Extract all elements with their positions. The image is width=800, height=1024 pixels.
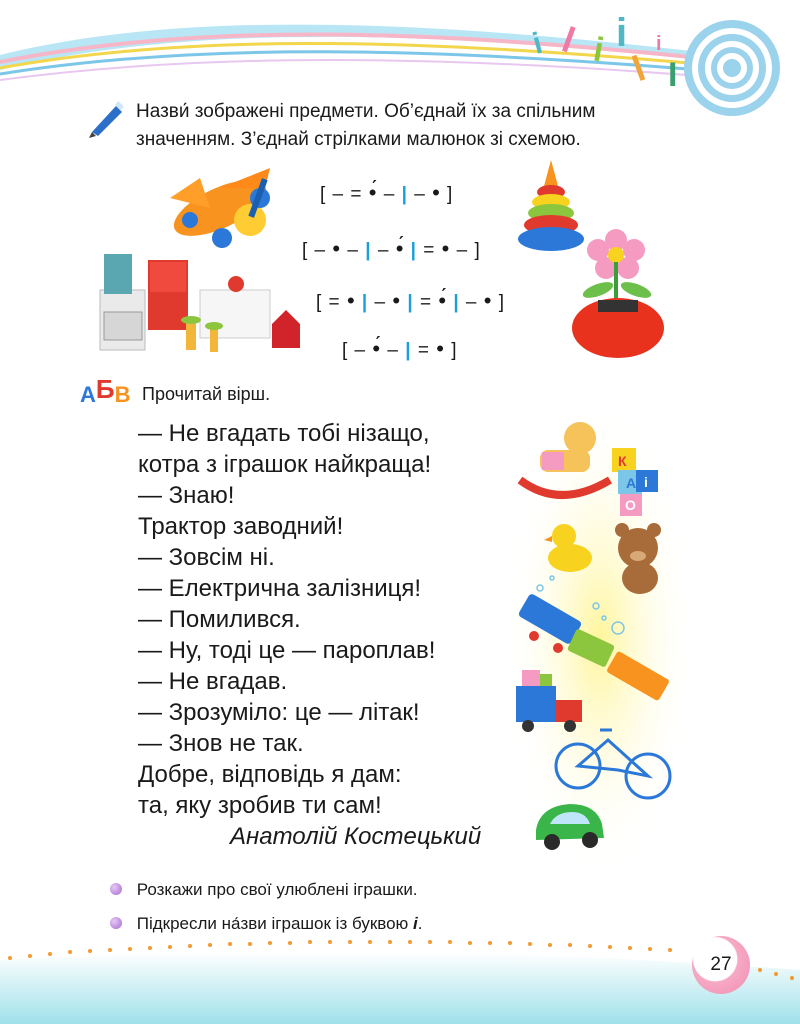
scheme-part: •́ [438, 288, 448, 313]
scheme-part: [ – [302, 240, 333, 261]
scheme-part: •́ [368, 180, 378, 205]
scheme-2 [302, 236, 481, 262]
abv-letter: Б [95, 374, 115, 404]
scheme-part: ] [492, 292, 506, 313]
scheme-1 [320, 180, 453, 206]
scheme-4 [342, 336, 457, 362]
task-line-1: Назви́ зображені предмети. Об’єднай їх за спільним [136, 101, 596, 122]
page-number-badge [692, 936, 750, 994]
poem-line: Трактор заводний! [138, 513, 344, 540]
scheme-part: – ] [450, 240, 481, 261]
poem [138, 418, 481, 852]
scheme-part: | [365, 240, 372, 261]
bullet-icon [110, 917, 122, 929]
scheme-part: – [341, 240, 366, 261]
poem-line: — Помилився. [138, 606, 301, 633]
scheme-part: – [368, 292, 393, 313]
scheme-part: | [407, 292, 414, 313]
svg-text:А: А [626, 475, 637, 491]
scheme-part: – [459, 292, 484, 313]
scheme-part: •́ [372, 336, 382, 361]
svg-text:і: і [644, 474, 648, 490]
scheme-part: • [483, 288, 493, 313]
scheme-part: | [405, 340, 412, 361]
scheme-part: • [346, 288, 356, 313]
scheme-part: ] [440, 184, 454, 205]
poem-line: — Електрична залізниця! [138, 575, 422, 602]
spiral-icon [684, 20, 780, 116]
abv-letter: А [80, 382, 96, 407]
poem-line: — Знаю! [138, 482, 235, 509]
poem-line: — Не вгадать тобі нізащо, [138, 420, 430, 447]
scheme-part: = [413, 292, 439, 313]
task-line-2: значенням. З’єднай стрілками малюнок зі схемою. [136, 129, 581, 150]
scheme-part: • [332, 236, 342, 261]
scheme-part: • [432, 180, 441, 205]
scheme-part: | [401, 184, 408, 205]
flower-pot-image [568, 228, 678, 360]
abv-letter: В [114, 382, 131, 407]
reading-abv-icon [80, 374, 131, 408]
scheme-part: [ – [342, 340, 373, 361]
page-number: 27 [710, 954, 732, 975]
scheme-part: ] [444, 340, 458, 361]
scheme-part: – [377, 184, 402, 205]
scheme-part: = [411, 340, 437, 361]
scheme-part: • [436, 336, 445, 361]
scheme-3 [316, 288, 505, 314]
scheme-part: = [417, 240, 442, 261]
scheme-part: •́ [395, 236, 405, 261]
toy-kitchen-image [90, 240, 310, 360]
question-1-text: Розкажи про свої улюблені іграшки. [136, 880, 418, 899]
question-1 [110, 880, 418, 900]
poem-line: — Зрозуміло: це — літак! [138, 699, 420, 726]
poem-line: котра з іграшок найкраща! [138, 451, 432, 478]
poem-line: та, яку зробив ти сам! [138, 792, 382, 819]
scheme-part: – [381, 340, 406, 361]
bullet-icon [110, 883, 122, 895]
svg-text:i: i [656, 33, 662, 55]
scheme-part: – [371, 240, 396, 261]
question-2-letter: і [413, 914, 418, 933]
svg-text:i: i [529, 26, 546, 61]
question-2-suffix: . [417, 914, 423, 933]
footer-decoration [0, 930, 800, 1024]
svg-text:I: I [668, 56, 678, 94]
svg-text:О: О [625, 497, 636, 513]
scheme-part: | [361, 292, 369, 313]
toys-illustration [500, 410, 700, 870]
poem-line: Добре, відповідь я дам: [138, 761, 402, 788]
poem-line: — Зовсім ні. [138, 544, 275, 571]
poem-line: — Знов не так. [138, 730, 304, 757]
reading-instruction: Прочитай вірш. [142, 384, 271, 404]
scheme-part: [ = [316, 292, 347, 313]
svg-text:К: К [618, 453, 627, 469]
scheme-part: • [392, 288, 402, 313]
scheme-part: | [453, 292, 460, 313]
poem-line: — Не вгадав. [138, 668, 288, 695]
poem-line: — Ну, тоді це — пароплав! [138, 637, 436, 664]
scheme-part: • [441, 236, 451, 261]
scheme-part: | [410, 240, 417, 261]
poem-author: Анатолій Костецький [230, 823, 482, 850]
pen-icon [86, 98, 126, 138]
svg-text:i: i [616, 11, 628, 55]
question-2-text: Підкресли на́зви іграшок із буквою [136, 914, 414, 933]
task-instruction [136, 98, 595, 154]
svg-text:i: i [590, 30, 607, 70]
scheme-part: [ – = [320, 184, 369, 205]
scheme-part: – [407, 184, 433, 205]
